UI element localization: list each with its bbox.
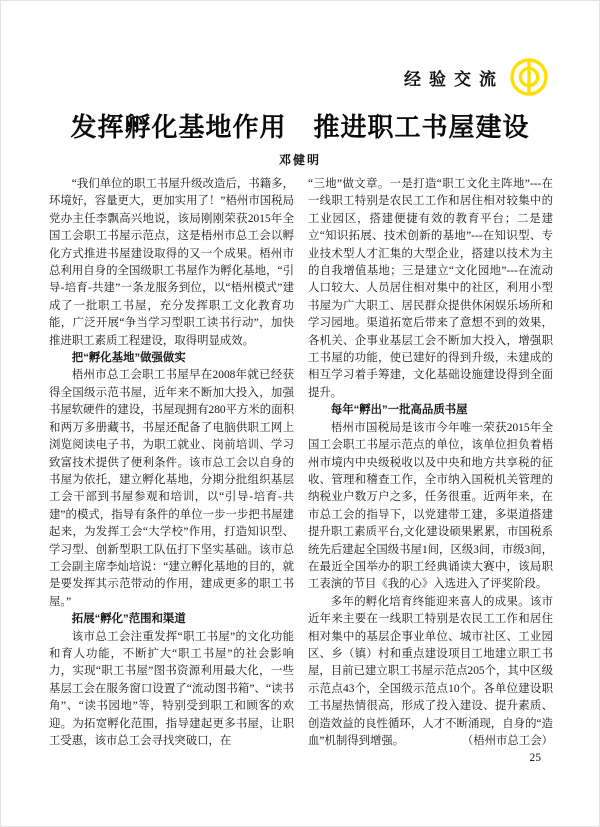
subheading: 把“孵化基地”做强做实 [71,352,186,365]
article-body [49,176,553,750]
subheading: 拓展“孵化”范围和渠道 [71,613,186,626]
paragraph [308,594,553,751]
paragraph: 该市总工会注重发挥“职工书屋”的文化功能和育人功能，不断扩大“职工书屋”的社会影响力，实现“职工书屋”图书资源利用最大化，一些基层工会在服务窗口设置了“流动图书箱”、“读书角”、“读书园地”等，特别受到职工和顾客的欢迎。为拓宽孵化范围，指导建起更多书屋，让职工受惠，该市总工会寻找突破口，在 [49,630,294,747]
left-column [49,176,294,750]
paragraph-continuation: “三地”做文章。一是打造“职工文化主阵地”---在一线职工特别是农民工工作和居住相对较集中的工业园区，搭建便捷有效的教育平台；二是建立“知识拓展、技术创新的基地”---在知识型、专业技术型人才汇集的大型企业，搭建以技术为主的自我增值基地；三是建立“文化园地”---在流动人口较大、人员居住相对集中的社区，利用小型书屋为广大职工、居民群众提供休闲娱乐场所和学习园地。渠道拓宽后带来了意想不到的效果，各机关、企事业基层工会不断加大投入，增强职工书屋的功能，使已建好的得到升级，未建成的相互学习着手筹建，文化基础设施建设得到全面提升。 [308,178,553,399]
right-column [308,176,553,750]
paragraph: 梧州市国税局是该市今年唯一荣获2015年全国工会职工书屋示范点的单位，该单位担负着梧州市境内中央级税收以及中央和地方共享税的征收、管理和稽查工作，全市纳入国税机关管理的纳税业户数万户之多，任务很重。近两年来，在市总工会的指导下，以党建带工建，多渠道搭建提升职工素质平台,文化建设硕果累累，市国税系统先后建起全国级书屋1间，区级3间，市级3间，在最近全国举办的职工经典诵读大赛中，该局职工表演的节目《我的心》入选进入了评奖阶段。 [308,421,553,591]
trade-union-emblem-icon [509,57,549,97]
page-number: 25 [529,752,541,764]
paragraph: “我们单位的职工书屋升级改造后，书籍多，环境好，容量更大，更加实用了！”梧州市国税局党办主任李飘高兴地说，该局刚刚荣获2015年全国工会职工书屋示范点，这是梧州市总工会以孵化方式推进书屋建设取得的又一个成果。梧州市总利用自身的全国级职工书屋作为孵化基地，“引导-培育-共建”一条龙服务到位，以“梧州模式”建成了一批职工书屋，充分发挥职工文化教育功能，广泛开展“争当学习型职工读书行动”，加快推进职工素质工程建设，取得明显成效。 [49,178,294,347]
subheading: 每年“孵出”一批高品质书屋 [330,404,468,417]
attribution: （梧州市总工会） [461,735,553,747]
section-title: 经验交流 [404,69,504,89]
article-title: 发挥孵化基地作用 推进职工书屋建设 [70,113,530,142]
paragraph: 梧州市总工会职工书屋早在2008年就已经获得全国级示范书屋，近年来不断加大投入，加强书屋软硬件的建设，书屋现拥有280平方米的面积和两万多册藏书，书屋还配备了电脑供职工网上浏览阅读电子书，为职工就业、岗前培训、学习致富技术提供了便利条件。该市总工会以自身的书屋为依托，建立孵化基地，分期分批组织基层工会干部到书屋参观和培训，以“引导-培育-共建”的模式，指导有条件的单位一步一步把书屋建起来，为发挥工会“大学校”作用，打造知识型、学习型、创新型职工队伍打下坚实基础。该市总工会副主席李灿培说：“建立孵化基地的目的，就是要发挥其示范带动的作用，建成更多的职工书屋。” [49,369,294,608]
section-header [404,57,549,97]
article-author: 邓健明 [278,153,321,167]
paragraph-text: 多年的孵化培育终能迎来喜人的成果。该市近年来主要在一线职工特别是农民工工作和居住相对集中的基层企事业单位、城市社区、工业园区、乡（镇）村和重点建设项目工地建立职工书屋，目前已建立职工书屋示范点205个，其中区级示范点43个，全国级示范点10个。各单位建设职工书屋热情很高，形成了投入建设、提升素质、创造效益的良性循环，人才不断涌现，自身的“造血”机制得到增强。 [308,595,553,747]
